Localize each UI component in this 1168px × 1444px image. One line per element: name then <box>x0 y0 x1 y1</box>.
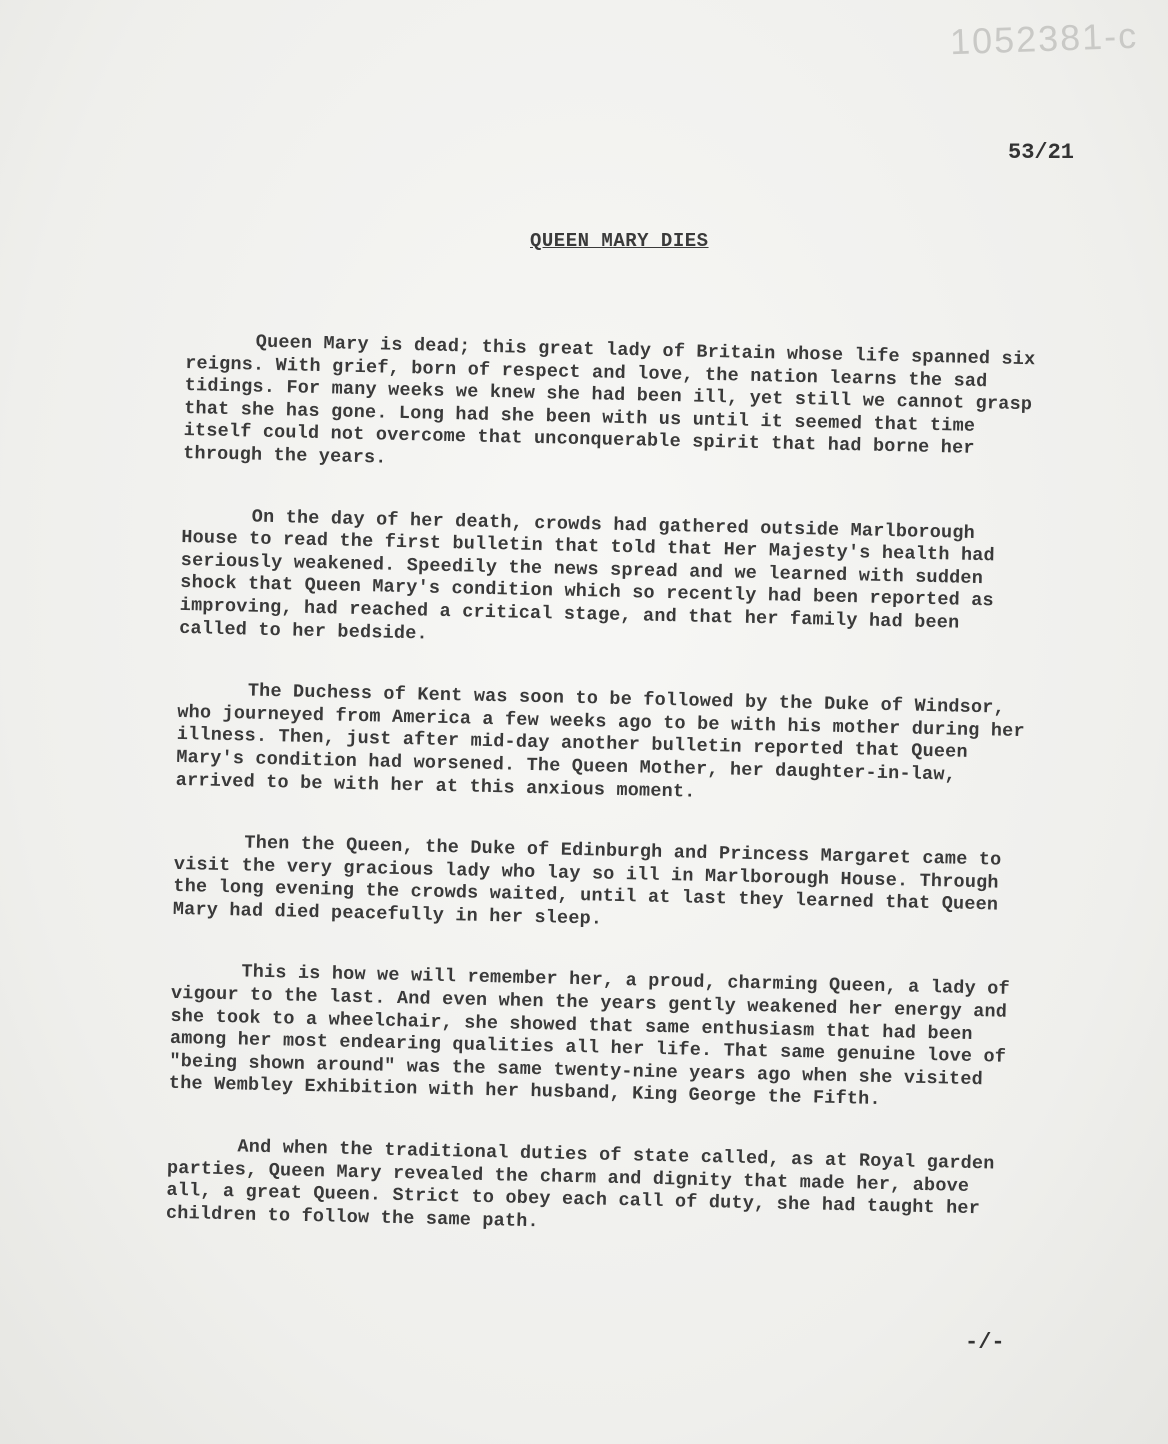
paragraph: The Duchess of Kent was soon to be followed by the Duke of Windsor, who journeyed from America a few weeks ago to be with his mother during her illness. Then, just after mid-day another bulletin reported that Queen Mary's condition had worsened. The Queen Mother, her daughter-in-law, arrived to be with her at this anxious moment. <box>175 680 1025 803</box>
continuation-mark: -/- <box>965 1330 1005 1355</box>
document-code: 53/21 <box>1008 140 1075 165</box>
document-title: QUEEN MARY DIES <box>530 230 709 252</box>
archive-reference-number: 1052381-c <box>949 14 1139 63</box>
paragraph: This is how we will remember her, a proud, charming Queen, a lady of vigour to the last. And even when the years gently weakened her energy and she took to a wheelchair, she showed that same enthusiasm that had been among her most endearing qualities all her life. That same genuine love of "being shown around" was the same twenty-nine years ago when she visited the Wembley Exhibition with her husband, King George the Fifth. <box>168 961 1011 1111</box>
paragraph: Queen Mary is dead; this great lady of Britain whose life spanned six reigns. With grief, born of respect and love, the nation learns the sad tidings. For many weeks we knew she had been ill, yet still we cannot grasp that she has gone. Long had she been with us until it seemed that time itself could not overcome that unconquerable spirit that had borne her through the years. <box>182 331 1036 469</box>
paragraph: On the day of her death, crowds had gathered outside Marlborough House to read the first bulletin that told that Her Majesty's health had seriously weakened. Speedily the news spread and we learned with sudden shock that Queen Mary's condition which so recently had been reported as improving, had reached a critical stage, and that her family had been called to her bedside. <box>179 506 996 645</box>
document-body <box>165 330 1036 1283</box>
paragraph: Then the Queen, the Duke of Edinburgh and Princess Margaret came to visit the very gracious lady who lay so ill in Marlborough House. Through the long evening the crowds waited, until at last they learned that Queen Mary had died peacefully in her sleep. <box>172 832 1002 930</box>
paragraph: And when the traditional duties of state called, as at Royal garden parties, Queen Mary revealed the charm and dignity that made her, above all, a great Queen. Strict to obey each call of duty, she had taught her children to follow the same path. <box>165 1136 995 1233</box>
